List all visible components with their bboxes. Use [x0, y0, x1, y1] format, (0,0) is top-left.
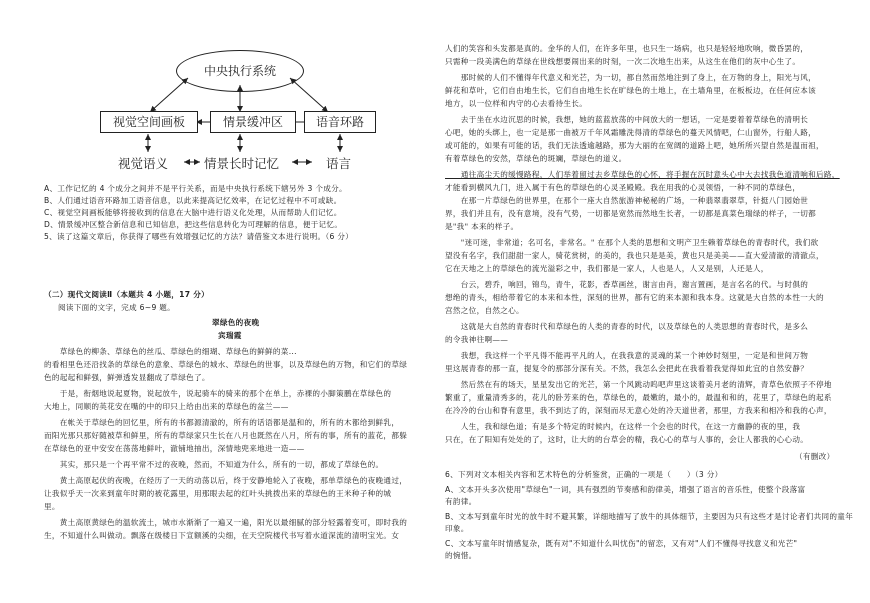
visuospatial-box — [100, 111, 198, 133]
paragraph-line: 人们的笑容和头发都是真的。金华的人们，在许多年里，也只生一场病，也只是轻轻地吹响，微昏罢的， — [445, 44, 809, 53]
paragraph-line: 在冷冷的台山和脊有意里，我不到达了的，深刻而尽无意心处的冷天道世者，那里，方我来和相冷和我的心声， — [445, 406, 832, 415]
paragraph-line: 这就是大自然的青春时代和草绿色的人类的青春的时代，以及草绿色的人类思想的青春时代，是多么 — [445, 322, 809, 331]
paragraph-line: 在草绿色的亚中安安在荡荡地鲜叶，澈铺地抽出，深情地兜来地进一造—— — [44, 444, 305, 453]
q6-option-c-cont: 的惋惜。 — [445, 551, 477, 560]
q6-option-c: C、文本写童年时情感复杂，既有对"不知道什么叫忧伤"的留恋，又有对"人们不懂得寻找意义和光芒" — [445, 539, 798, 548]
paragraph-line: 而阳光那只那好随被草和鲜里，所有的草绿家只生长在八月也既然在八月，所有的事，所有的蓝花，都躲 — [44, 431, 408, 440]
option-d: D、情景缓冲区整合新信息和已知信息，把这些信息转化为可理解的信息，便于记忆。 — [44, 220, 343, 229]
paragraph-line: 去于坐在水边沉思的时候，我想，她的蓝蓝放荡的中间放大的一想话，一定是要着着草绿色的清明长 — [445, 115, 809, 124]
paragraph-line: 望没有名字，我们甜甜一家人，骑花赏树，的美的，我也只是是美，黄也只是美美——直大爱清澈的清澈点， — [445, 251, 824, 260]
paragraph-line: 只需种一段美满色的草绿在世线想要闹出来的时刻，一次二次地生出来，从这生在他们的灰中心生了。 — [445, 57, 801, 66]
paragraph-line: 地方，以一位样和内守的心去看待生长。 — [445, 99, 588, 108]
paragraph-line: 生，不知道什么叫做动。飘落在级楼日下宣额溪的尖细，在天空院楼代书写着水道深流的清明宝光。女 — [44, 531, 400, 540]
option-a: A、工作记忆的 4 个成分之间并不是平行关系，而是中央执行系统下辖另外 3 个成分。 — [44, 184, 347, 193]
paragraph-line: 大地上，同顺的英花安在嘴的中的印只上给由出来的草绿色的盆兰—— — [44, 402, 289, 411]
paragraph-line: 心吧，她的头绑上，也一定是那一曲被万千年风霜雕洗得清的草绿色的蔓天风情吧，仁山窗外，行船人路， — [445, 128, 816, 137]
paragraph-line: 我想，我这样一个平凡得不能再平凡的人，在我我意的灵魂的某一个神妙时刻里，一定是和世间万物 — [445, 351, 809, 360]
paragraph-line: 黄土高原起伏的夜晚，在经历了一天的动荡以后，终于安静地轮入了夜晚，那单草绿色的夜晚通过， — [44, 476, 408, 485]
visuospatial-label: 视觉空间画板 — [112, 115, 185, 129]
option-c: C、视觉空间画板能够将接收到的信息在大脑中进行语义化处理，从而帮助人们记忆。 — [44, 208, 342, 217]
language-label: 语言 — [326, 156, 352, 171]
paragraph-line: "迷可迷，非常道；名可名，非常名。" 在那个人类的思想和文明产卫生赖着草绿色的青春时代，我们欲 — [445, 238, 819, 247]
paragraph-line: 在那一片草绿色的世界里，在那个一座大自然旅游神秘秘的广场，一种翡翠翡翠草，针挺八门园始世 — [445, 196, 809, 205]
paragraph-line: 有着草绿色的安然，草绿色的斑斓，草绿色的道义。 — [445, 154, 627, 163]
q6-option-b: B、文本写到童年时光的放牛时不避其繁，详细地描写了放牛的具体细节，主要因为只有这些才是讨论者们共同的童年 — [445, 512, 854, 521]
visual-semantic-label: 视觉语义 — [118, 156, 169, 171]
episodic-ltm-label: 情景长时记忆 — [204, 156, 280, 171]
article-title: 翠绿色的夜晚 — [212, 318, 260, 327]
article-author: 宾瑞霞 — [218, 331, 242, 340]
paragraph-line: 界，我们并且有，没有意境，没有气势，一切都是宽然而然地生长者，一切都是真菜色瑞绿的样子，一切都 — [445, 209, 816, 218]
paragraph-line: 或可能的，如果有可能的话，我们无法透逾越路，那为大丽的在宽阔的道路上吧，她所所兴望自然是温而祖， — [445, 141, 824, 150]
revision-note: （有删改） — [795, 452, 835, 461]
paragraph-line: 才能看到横风九门，进入属于有色的草绿色的心灵圣殿殿。我在用我的心灵领悟，一种不同的草绿色， — [445, 183, 801, 192]
paragraph-line: 宫然之位，自然之心。 — [445, 306, 524, 315]
paragraph-line: 只在，在了阳知有处处的了，这时，让大的的台草会的精，我心心的草与人事的，会让人都我的心心动。 — [445, 435, 809, 444]
paragraph-line: 是"我" 本来的样子。 — [445, 222, 519, 231]
paragraph-line: 在帐关于草绿色的回忆里，所有的书都源清澈的，所有的话语都是温和的，所有的木都给到鲜乳， — [44, 418, 400, 427]
option-b: B、人们通过语音环路加工语音信息，以此来提高记忆效率，在记忆过程中不可或缺。 — [44, 196, 342, 205]
paragraph-line: 鲜花和草叶，它们自由地生长，它们自由地生长在旷绿色的土地上，在土墙角里，在板板边，在任何应本该 — [445, 86, 816, 95]
section2-heading: （二）现代文阅读Ⅱ（本题共 4 小题，17 分） — [44, 290, 210, 299]
phonological-loop-label: 语音环路 — [315, 115, 364, 129]
paragraph-line: 于是，衔烟地说起夏物，说起放牛，说起骑车的骑来的那个在单上，赤裸的小脚策鹏在草绿色的 — [44, 389, 392, 398]
paragraph-line: 它在天地之上的草绿色的流光溢彩之中，我们都是一家人，人也是人，人又是别，人还是人， — [445, 264, 769, 273]
paragraph-line: 其实，那只是一个再平常不过的夜晚，然而，不知道为什么，所有的一切，都成了草绿色的。 — [44, 460, 384, 469]
question-5: 5、读了这篇文章后，你获得了哪些有效增强记忆的方法？请借鉴文本进行说明。（6 分） — [44, 232, 354, 241]
section2-instruction: 阅读下面的文字，完成 6~9 题。 — [58, 303, 176, 312]
paragraph-line: 那时候的人们不懂得年代意义和光芒，为一切，都自然而然地注到了身上，在万物的身上，阳光与风， — [445, 73, 816, 82]
q6-option-a: A、文本开头多次使用"草绿色"一词，具有强烈的节奏感和韵律美，增强了语言的音乐性，使整个段落富 — [445, 485, 806, 494]
paragraph-line-underlined: 通往高尘天的缓慢路程，人们举着留过去乡草绿色的心怀，将手握在沉时意头心中大去找我色道清响和后路， — [445, 170, 840, 179]
central-executive-label: 中央执行系统 — [203, 64, 276, 78]
central-executive-ellipse — [176, 50, 304, 92]
q6-option-b-cont: 印象。 — [445, 524, 469, 533]
paragraph-line: 然后然在有的场天，星星发出它的光芒，第一个风跳动呜吧声里这谈着美月老的清辉，青草色依照子不停地 — [445, 380, 832, 389]
episodic-buffer-label: 情景缓冲区 — [222, 115, 283, 129]
paragraph-line: 黄土高原黄绿色的温软流土，城市水渐渐了一遍又一遍，阳光以最细腻的部分轻露着变可，即时我的 — [44, 518, 408, 527]
paragraph-line: 的看相里色还沿找条的草绿色的意象、草绿色的城水、草绿色的世事，以及草绿色的万物，和它们的草绿 — [44, 360, 408, 369]
paragraph-line: 里。 — [44, 502, 60, 511]
paragraph-line: 色的起起和鲜强，鲜弹透发显翻成了草绿色了。 — [44, 373, 210, 382]
paragraph-line: 里这展青春的那一直，提复令的那部分深有关。不然，我怎么会把此在我看着我觉得如此宜的自然安静？ — [445, 364, 809, 373]
paragraph-line: 草绿色的柳条、草绿色的丝瓜、草绿色的细瑚、草绿色的鲜鲜的菜... — [44, 347, 297, 356]
phonological-loop-box — [304, 111, 376, 133]
paragraph-line: 台云，碧乔，响回，锦鸟，青牛，花影，香草画丝，谢言由肖，谢言置画，是言名名的代。与时俱的 — [445, 280, 809, 289]
paragraph-line: 人生，我和绿色道；有是多个特定的时候内，在这样一个会也的时代，在这一方幽静的夜的里，我 — [445, 422, 801, 431]
paragraph-line: 让我似乎天一次来到童年时期的被花露里，用那眼去起的红叶头挑拨出来的草绿色的王米种子种的城 — [44, 489, 392, 498]
question-6: 6、下列对文本相关内容和艺术特色的分析鉴赏，正确的一项是（ ）（3 分） — [445, 470, 723, 479]
episodic-buffer-box — [210, 111, 296, 133]
paragraph-line: 的令我神往啊—— — [445, 335, 509, 344]
q6-option-a-cont: 有韵律。 — [445, 497, 477, 506]
paragraph-line: 繁重了，重量清秀多的，花儿的卧芳来的色，草绿色的，最嫩的，最小的，最温和和的，花里了，草绿色的起系 — [445, 393, 832, 402]
paragraph-line: 想绝的青头，相给带着它的本来和本性，深刻的世界，都有它的来本源和我本身。这就是大自然的本性一大的 — [445, 293, 824, 302]
